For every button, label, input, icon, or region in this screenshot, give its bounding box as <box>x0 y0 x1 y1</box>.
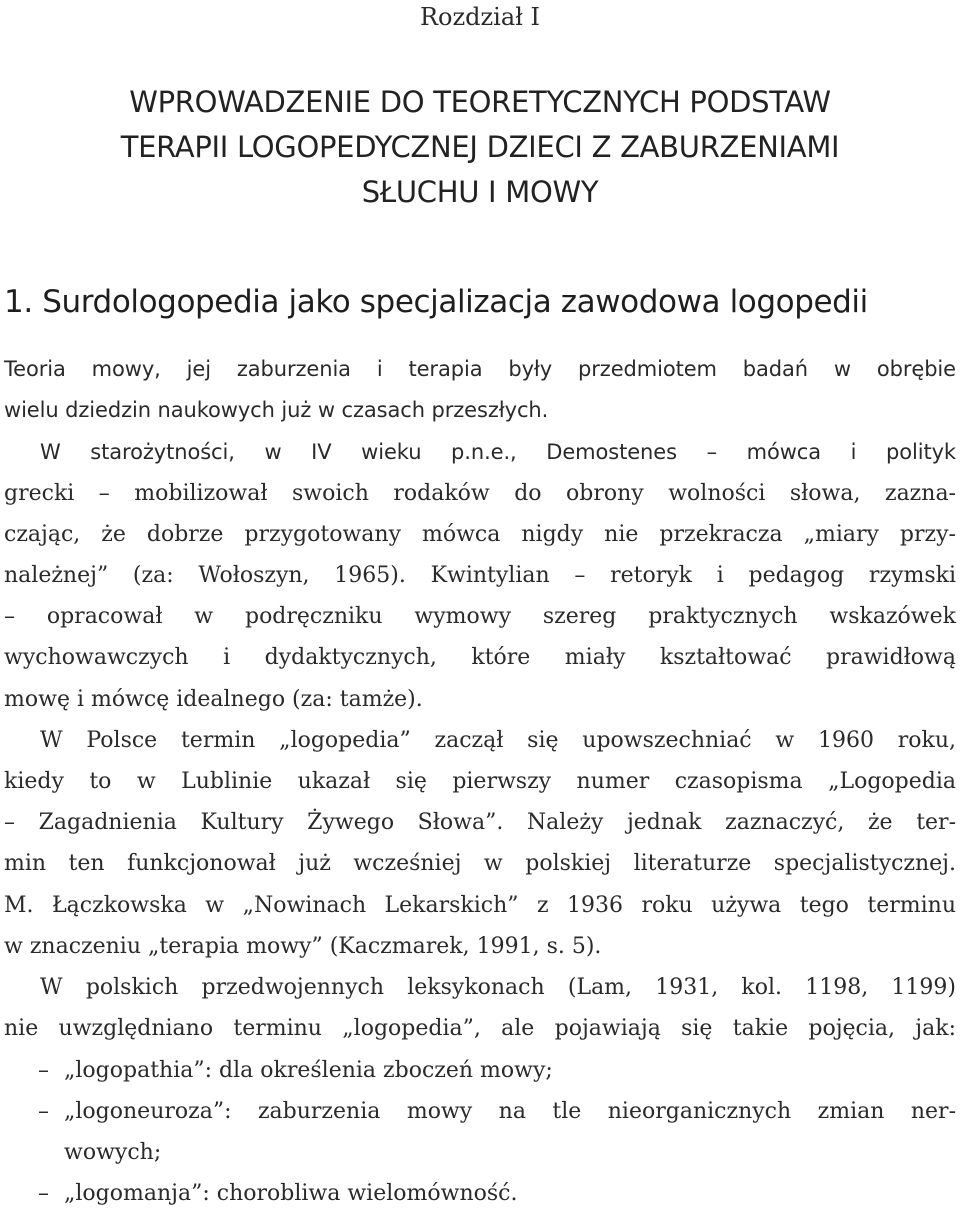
list-item <box>38 1091 956 1132</box>
list-dash: – <box>38 1099 49 1124</box>
paragraph-line: należnej” (za: Wołoszyn, 1965). Kwintylian – retoryk i pedagog rzymski <box>4 563 956 588</box>
list-item <box>38 1173 517 1214</box>
paragraph-line: M. Łączkowska w „Nowinach Lekarskich” z 1936 roku używa tego terminu <box>4 893 956 918</box>
paragraph-line: W starożytności, w IV wieku p.n.e., Demostenes – mówca i polityk <box>40 440 956 464</box>
chapter-title <box>0 80 960 215</box>
list-dash: – <box>38 1181 49 1206</box>
paragraph-line: W Polsce termin „logopedia” zaczął się upowszechniać w 1960 roku, <box>40 728 956 753</box>
paragraph-line: grecki – mobilizował swoich rodaków do obrony wolności słowa, zazna- <box>4 481 956 506</box>
paragraph-line: wychowawczych i dydaktycznych, które miały kształtować prawidłową <box>4 645 956 670</box>
list-item-text: „logoneuroza”: zaburzenia mowy na tle nieorganicznych zmian ner- <box>64 1099 956 1124</box>
paragraph-line: w znaczeniu „terapia mowy” (Kaczmarek, 1991, s. 5). <box>4 934 602 959</box>
paragraph-line: Teoria mowy, jej zaburzenia i terapia były przedmiotem badań w obrębie <box>4 357 956 381</box>
paragraph-line: min ten funkcjonował już wcześniej w polskiej literaturze specjalistycznej. <box>4 851 956 876</box>
chapter-title-line: SŁUCHU I MOWY <box>361 175 599 209</box>
paragraph-line: mowę i mówcę idealnego (za: tamże). <box>4 687 423 712</box>
list-item-text: „logopathia”: dla określenia zboczeń mowy; <box>64 1058 553 1083</box>
paragraph-line: – opracował w podręczniku wymowy szereg praktycznych wskazówek <box>4 604 956 629</box>
chapter-label: Rozdział I <box>419 3 541 31</box>
list-item-text: „logomanja”: chorobliwa wielomówność. <box>64 1181 518 1206</box>
paragraph-line: kiedy to w Lublinie ukazał się pierwszy numer czasopisma „Logopedia <box>4 769 956 794</box>
paragraph-line: czając, że dobrze przygotowany mówca nigdy nie przekracza „miary przy- <box>4 522 956 547</box>
section-heading: 1. Surdologopedia jako specjalizacja zawodowa logopedii <box>4 284 868 320</box>
list-dash: – <box>38 1058 49 1083</box>
chapter-title-line: TERAPII LOGOPEDYCZNEJ DZIECI Z ZABURZENIAMI <box>120 130 840 164</box>
paragraph-line: nie uwzględniano terminu „logopedia”, ale pojawiają się takie pojęcia, jak: <box>4 1016 956 1041</box>
list-item-continuation: wowych; <box>64 1140 162 1165</box>
paragraph-line: W polskich przedwojennych leksykonach (Lam, 1931, kol. 1198, 1199) <box>40 975 956 1000</box>
chapter-title-line: WPROWADZENIE DO TEORETYCZNYCH PODSTAW <box>129 85 831 119</box>
list-item <box>38 1050 553 1091</box>
paragraph-line: – Zagadnienia Kultury Żywego Słowa”. Należy jednak zaznaczyć, że ter- <box>4 810 956 835</box>
paragraph-line: wielu dziedzin naukowych już w czasach przeszłych. <box>4 398 549 422</box>
